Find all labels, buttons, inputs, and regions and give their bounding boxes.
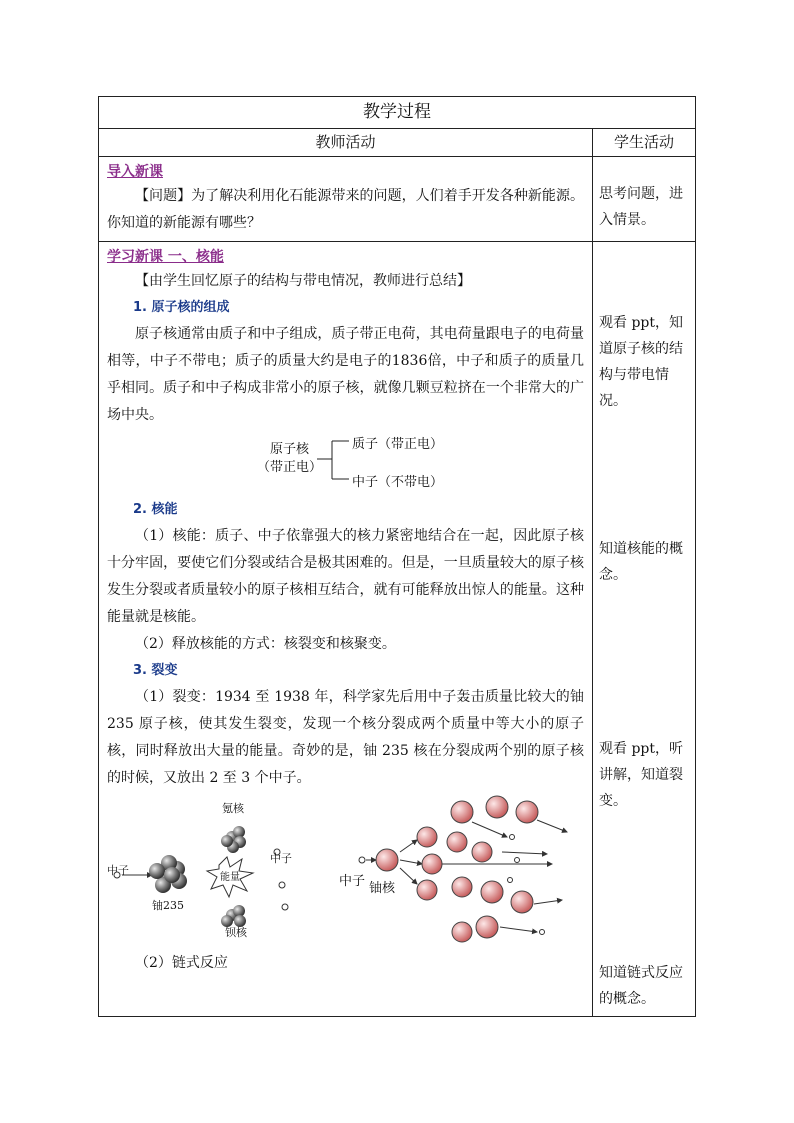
subheading-fission: 3. 裂变 <box>133 663 178 678</box>
table-title: 教学过程 <box>99 97 696 129</box>
new-lesson-teacher-cell <box>99 242 593 1017</box>
diagram-proton: 质子（带正电） <box>352 437 444 452</box>
student-note-nucleus: 观看 ppt，知道原子核的结构与带电情况。 <box>599 315 683 409</box>
label-energy: 能量 <box>220 872 240 883</box>
new-lesson-intro: 【由学生回忆原子的结构与带电情况，教师进行总结】 <box>135 273 471 289</box>
diagram-nucleus-charge: （带正电） <box>257 460 323 475</box>
label-neutron-in: 中子 <box>107 864 129 877</box>
krypton-nucleus-icon <box>221 826 246 853</box>
intro-section-title: 导入新课 <box>107 164 163 180</box>
paragraph-nucleus-composition: 原子核通常由质子和中子组成，质子带正电荷，其电荷量跟电子的电荷量相等，中子不带电；质子的质量大约是电子的1836倍，中子和质子的质量几乎相同。质子和中子构成非常小的原子核，就像几颗豆粒挤在一个非常大的广场中央。 <box>107 326 584 423</box>
paragraph-nuclear-energy: （1）核能：质子、中子依靠强大的核力紧密地结合在一起，因此原子核十分牢固，要使它们分裂或结合是极其困难的。但是，一旦质量较大的原子核发生分裂或者质量较小的原子核相互结合，就有可能释放出惊人的能量。这种能量就是核能。 <box>107 528 584 625</box>
paragraph-release-methods: （2）释放核能的方式：核裂变和核聚变。 <box>135 636 396 652</box>
new-lesson-section-title: 学习新课 一、核能 <box>107 249 224 265</box>
fission-illustrations <box>107 792 584 982</box>
student-note-chain-reaction: 知道链式反应的概念。 <box>599 965 683 1007</box>
paragraph-fission: （1）裂变：1934 至 1938 年，科学家先后用中子轰击质量比较大的铀 235 原子核，使其发生裂变，发现一个核分裂成两个质量中等大小的原子核，同时释放出大量的能量。奇妙的是，铀 235 核在分裂成两个别的原子核的时候，又放出 2 至 3 个中子。 <box>107 689 584 786</box>
label-neutron-out: 中子 <box>270 852 292 865</box>
intro-question: 【问题】为了解决利用化石能源带来的问题，人们着手开发各种新能源。你知道的新能源有哪些？ <box>107 188 584 231</box>
teacher-column-header: 教师活动 <box>99 129 593 157</box>
uranium-nucleus-icon <box>149 855 187 893</box>
label-chain-neutron: 中子 <box>339 874 366 889</box>
new-lesson-student-cell <box>593 242 696 1017</box>
diagram-nucleus: 原子核 <box>270 442 310 457</box>
student-note-nuclear-energy: 知道核能的概念。 <box>599 541 683 583</box>
label-krypton: 氪核 <box>222 802 244 815</box>
subheading-nucleus-composition: 1. 原子核的组成 <box>133 300 230 315</box>
intro-teacher-cell <box>99 157 593 242</box>
diagram-nucleus-label <box>257 441 322 477</box>
intro-student-cell <box>593 157 696 242</box>
intro-student-text: 思考问题，进入情景。 <box>599 186 683 228</box>
fission-figure <box>107 807 307 957</box>
student-column-header: 学生活动 <box>593 129 696 157</box>
chain-reaction-figure <box>342 792 602 952</box>
label-uranium235: 铀235 <box>152 899 184 912</box>
label-chain-uranium: 铀核 <box>369 881 396 896</box>
diagram-neutron: 中子（不带电） <box>352 475 444 490</box>
nucleus-structure-diagram <box>107 429 584 491</box>
subheading-nuclear-energy: 2. 核能 <box>133 502 178 517</box>
paragraph-chain-reaction: （2）链式反应 <box>135 955 228 971</box>
lesson-table <box>98 96 696 1017</box>
student-note-fission: 观看 ppt，听讲解，知道裂变。 <box>599 741 683 809</box>
label-barium: 钡核 <box>225 926 247 939</box>
